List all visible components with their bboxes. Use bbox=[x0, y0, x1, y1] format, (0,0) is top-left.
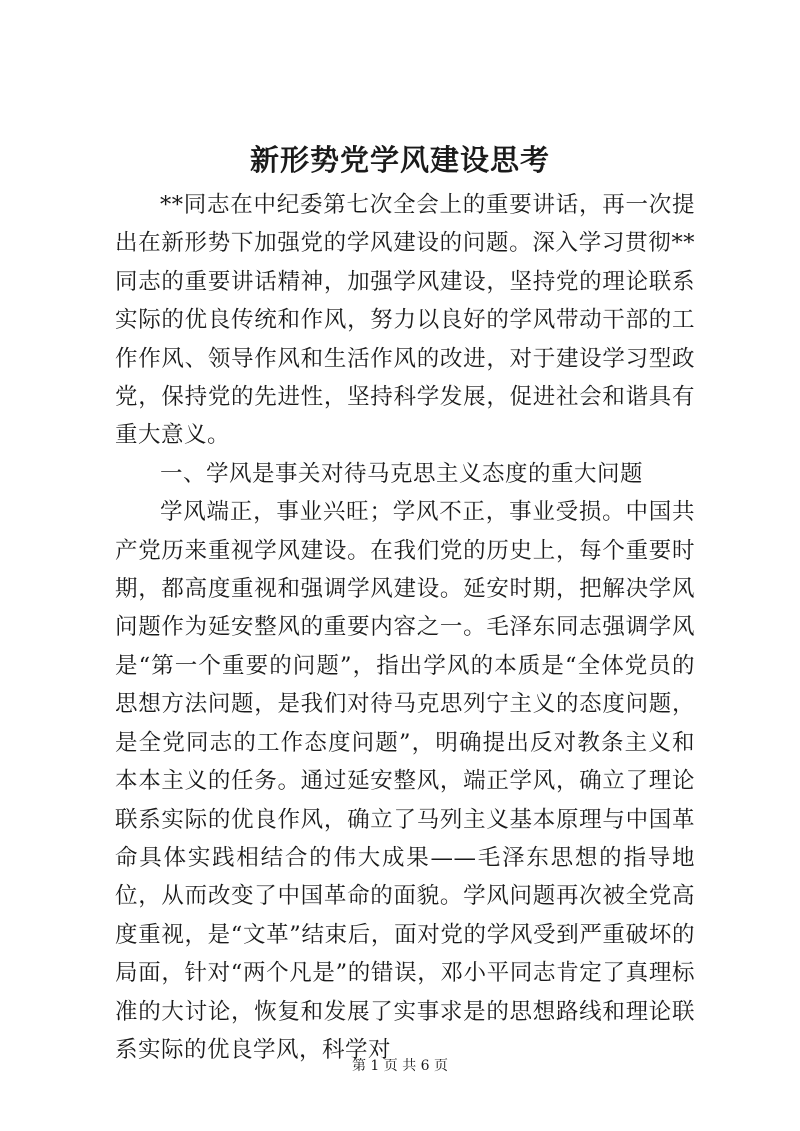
body-paragraph-section-1: 学风端正，事业兴旺；学风不正，事业受损。中国共产党历来重视学风建设。在我们党的历史上，每个重要时期，都高度重视和强调学风建设。延安时期，把解决学风问题作为延安整风的重要内容之一。毛泽东同志强调学风是“第一个重要的问题”，指出学风的本质是“全体党员的思想方法问题，是我们对待马克思列宁主义的态度问题，是全党同志的工作态度问题”，明确提出反对教条主义和本本主义的任务。通过延安整风，端正学风，确立了理论联系实际的优良作风，确立了马列主义基本原理与中国革命具体实践相结合的伟大成果——毛泽东思想的指导地位，从而改变了中国革命的面貌。学风问题再次被全党高度重视，是“文革”结束后，面对党的学风受到严重破坏的局面，针对“两个凡是”的错误，邓小平同志肯定了真理标准的大讨论，恢复和发展了实事求是的思想路线和理论联系实际的优良学风，科学对 bbox=[115, 499, 695, 1063]
body-paragraph-intro: **同志在中纪委第七次全会上的重要讲话，再一次提出在新形势下加强党的学风建设的问题。深入学习贯彻**同志的重要讲话精神，加强学风建设，坚持党的理论联系实际的优良传统和作风，努力以良好的学风带动干部的工作作风、领导作风和生活作风的改进，对于建设学习型政党，保持党的先进性，坚持科学发展，促进社会和谐具有重大意义。 bbox=[115, 192, 695, 449]
document-title: 新形势党学风建设思考 bbox=[249, 143, 550, 177]
section-heading-1: 一、学风是事关对待马克思主义态度的重大问题 bbox=[160, 460, 644, 487]
document-body bbox=[115, 186, 695, 1069]
page-footer: 第 1 页 共 6 页 bbox=[351, 1058, 449, 1074]
